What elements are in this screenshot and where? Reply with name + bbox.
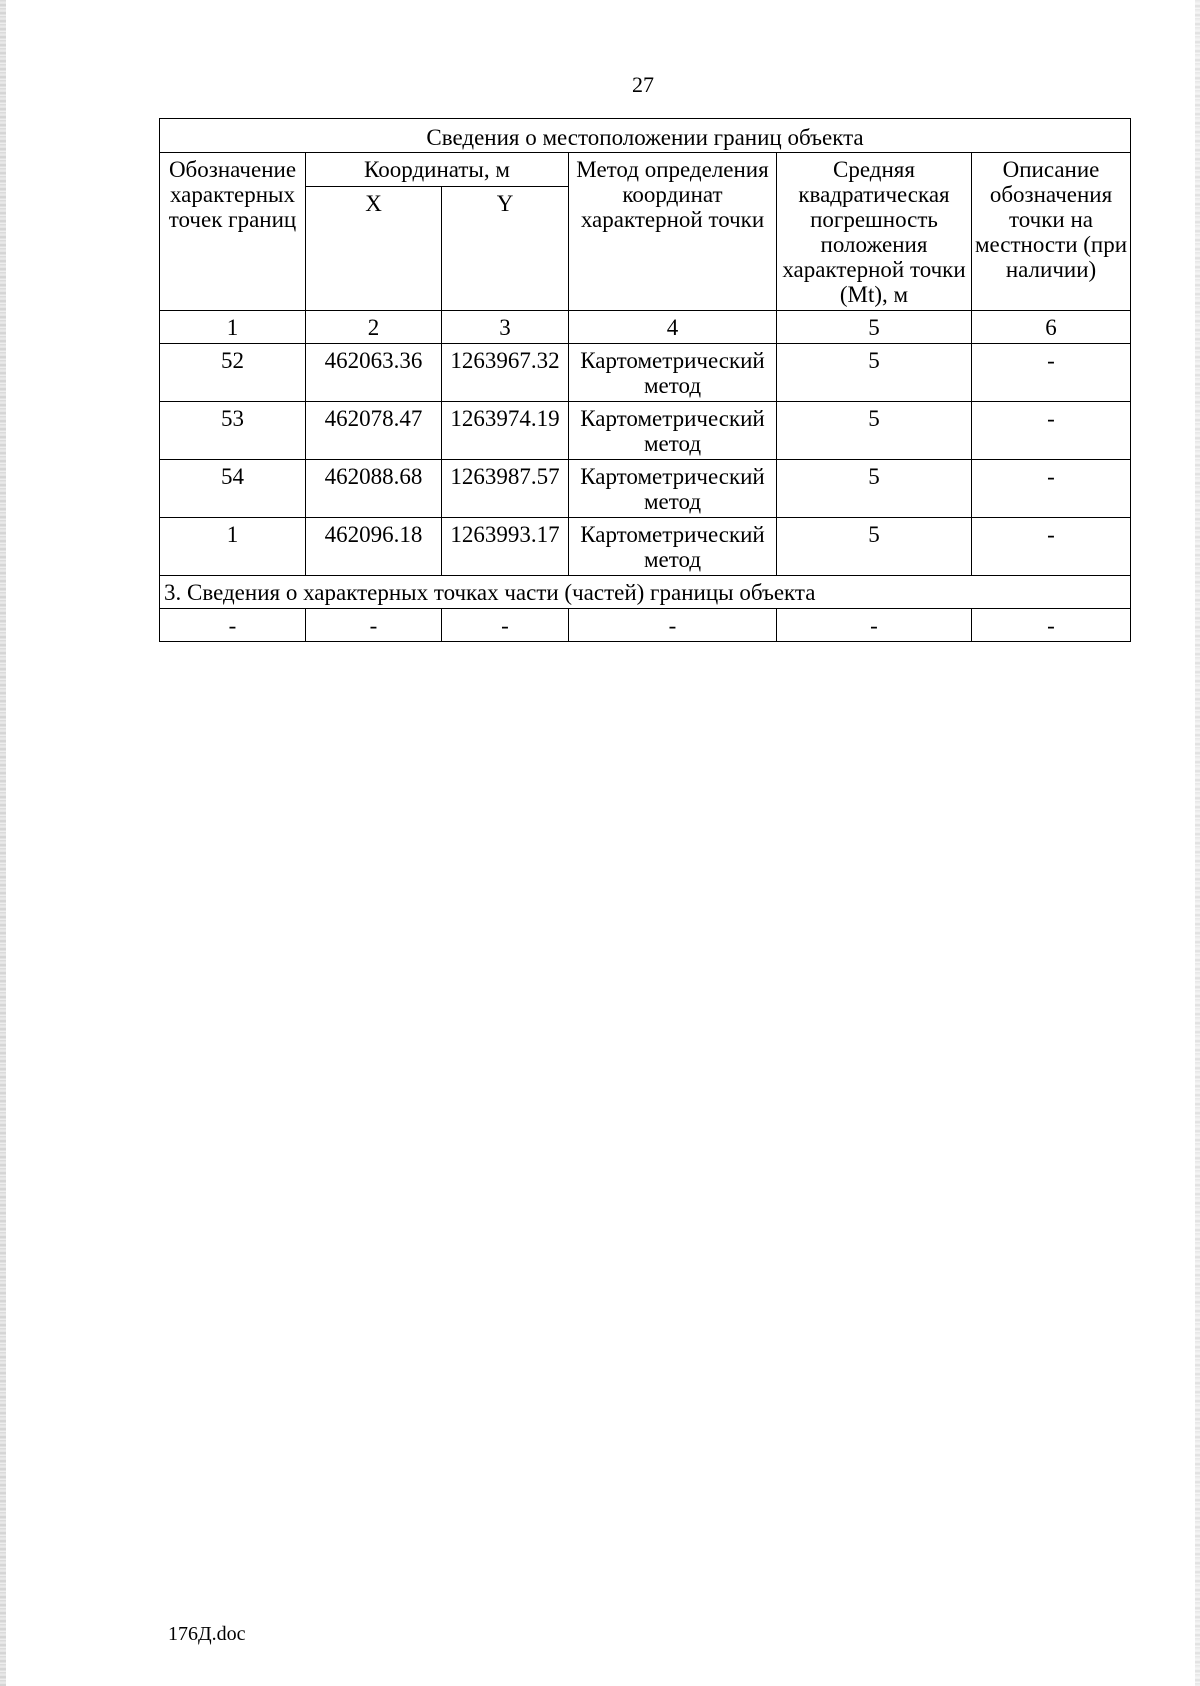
error-cell: 5	[777, 460, 972, 518]
column-number: 5	[777, 311, 972, 344]
section-3-row	[160, 609, 1131, 642]
y-cell: 1263993.17	[442, 518, 569, 576]
description-cell: -	[972, 344, 1131, 402]
point-cell: 1	[160, 518, 306, 576]
scan-right-edge	[1195, 0, 1200, 1686]
table-row	[160, 402, 1131, 460]
y-cell: 1263974.19	[442, 402, 569, 460]
header-error: Средняя квадратическая погрешность положения характерной точки (Mt), м	[777, 153, 972, 311]
y-cell: 1263967.32	[442, 344, 569, 402]
document-filename: 176Д.doc	[168, 1623, 246, 1645]
error-cell: 5	[777, 344, 972, 402]
scan-left-edge	[0, 0, 6, 1686]
column-number: 3	[442, 311, 569, 344]
point-cell: 53	[160, 402, 306, 460]
empty-cell: -	[160, 609, 306, 642]
table-row	[160, 518, 1131, 576]
method-cell: Картометрический метод	[569, 518, 777, 576]
table-title-row	[160, 119, 1131, 153]
x-cell: 462096.18	[306, 518, 442, 576]
table-row	[160, 344, 1131, 402]
method-cell: Картометрический метод	[569, 460, 777, 518]
error-cell: 5	[777, 402, 972, 460]
description-cell: -	[972, 402, 1131, 460]
x-cell: 462063.36	[306, 344, 442, 402]
column-number: 1	[160, 311, 306, 344]
table-row	[160, 460, 1131, 518]
column-number: 2	[306, 311, 442, 344]
method-cell: Картометрический метод	[569, 344, 777, 402]
header-x: X	[306, 187, 442, 311]
header-y: Y	[442, 187, 569, 311]
column-number: 4	[569, 311, 777, 344]
column-numbers-row	[160, 311, 1131, 344]
page-number: 27	[632, 72, 654, 97]
empty-cell: -	[442, 609, 569, 642]
boundary-coordinates-table	[159, 118, 1131, 642]
y-cell: 1263987.57	[442, 460, 569, 518]
header-description: Описание обозначения точки на местности (при наличии)	[972, 153, 1131, 311]
column-number: 6	[972, 311, 1131, 344]
empty-cell: -	[777, 609, 972, 642]
x-cell: 462078.47	[306, 402, 442, 460]
description-cell: -	[972, 518, 1131, 576]
header-designation: Обозначение характерных точек границ	[160, 153, 306, 311]
point-cell: 54	[160, 460, 306, 518]
empty-cell: -	[569, 609, 777, 642]
header-coordinates: Координаты, м	[306, 153, 569, 187]
point-cell: 52	[160, 344, 306, 402]
section-3-title: 3. Сведения о характерных точках части (частей) границы объекта	[160, 576, 1131, 609]
description-cell: -	[972, 460, 1131, 518]
empty-cell: -	[306, 609, 442, 642]
table-title: Сведения о местоположении границ объекта	[160, 119, 1131, 153]
empty-cell: -	[972, 609, 1131, 642]
method-cell: Картометрический метод	[569, 402, 777, 460]
header-method: Метод определения координат характерной точки	[569, 153, 777, 311]
section-3-title-row	[160, 576, 1131, 609]
header-row-1	[160, 153, 1131, 187]
error-cell: 5	[777, 518, 972, 576]
x-cell: 462088.68	[306, 460, 442, 518]
